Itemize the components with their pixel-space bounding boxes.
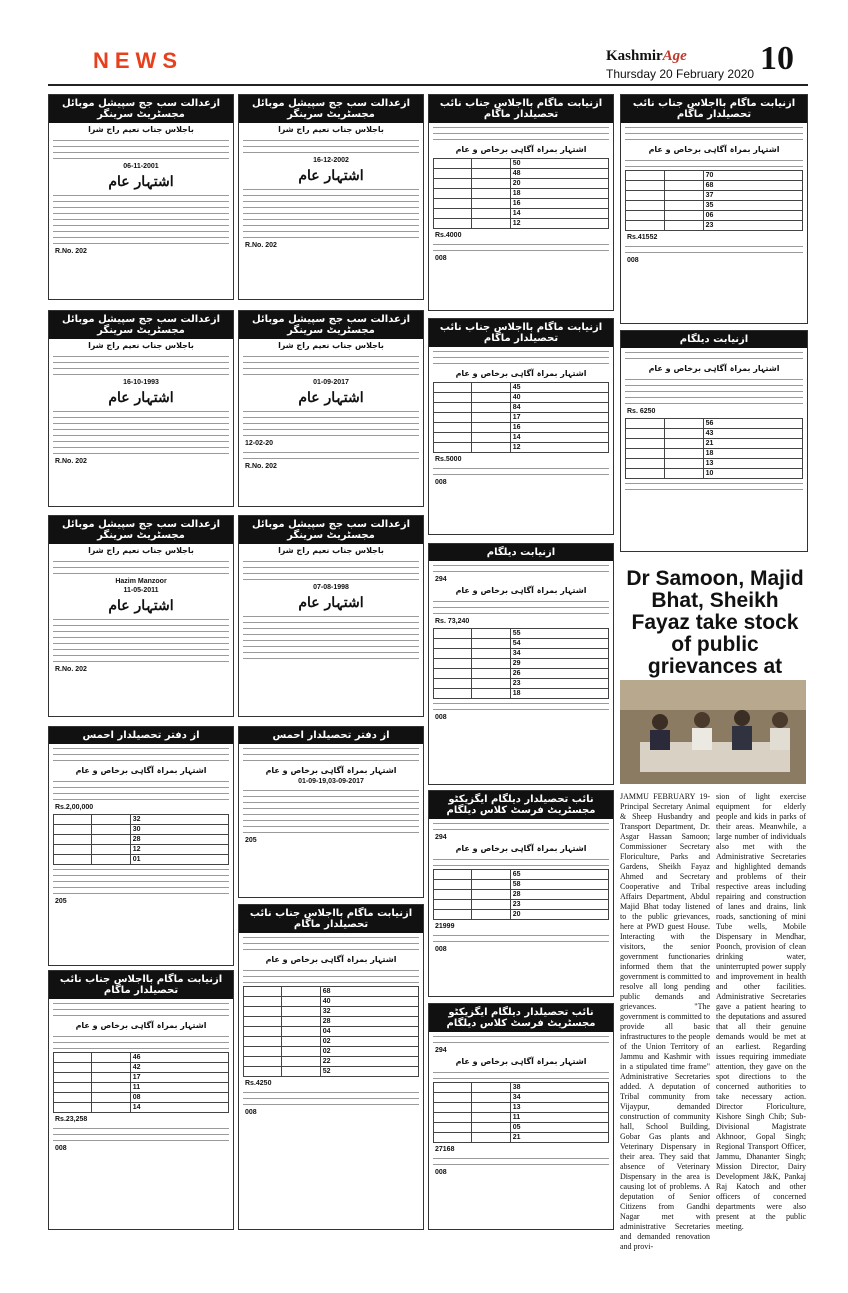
table-cell: 29 bbox=[510, 659, 608, 669]
notice-text bbox=[239, 935, 423, 951]
meeting-photo-illustration bbox=[620, 680, 806, 784]
table-cell: 45 bbox=[510, 383, 608, 393]
table-row bbox=[626, 171, 803, 181]
notice-amount: Rs.4000 bbox=[435, 232, 462, 239]
table-cell: 13 bbox=[510, 1103, 608, 1113]
notice-title: اشتہار عام bbox=[108, 174, 174, 190]
notice-heading: ازنیابت ماگام بااجلاس جناب نائب تحصیلدار ماگام bbox=[239, 905, 423, 933]
notice-text bbox=[239, 968, 423, 984]
table-row bbox=[244, 1017, 419, 1027]
table-cell: 18 bbox=[510, 189, 608, 199]
notice-heading: نائب تحصیلدار دیلگام ایگزیکٹو مجسٹریٹ فرسٹ کلاس دیلگام bbox=[429, 791, 613, 819]
legal-notice bbox=[428, 790, 614, 997]
notice-text bbox=[239, 1090, 423, 1106]
notice-ref: 008 bbox=[627, 257, 639, 264]
table-cell: 21 bbox=[510, 1133, 608, 1143]
land-table bbox=[625, 418, 803, 479]
notice-heading: ازنیابت ماگام بااجلاس جناب نائب تحصیلدار ماگام bbox=[429, 95, 613, 123]
legal-notice bbox=[238, 515, 424, 717]
notice-heading: ازعدالت سب جج سپیشل موبائل مجسٹریٹ سرینگر bbox=[49, 311, 233, 339]
table-cell: 18 bbox=[703, 449, 802, 459]
notice-amount: Rs. 73,240 bbox=[435, 618, 470, 625]
table-cell: 30 bbox=[130, 825, 228, 835]
notice-text bbox=[239, 409, 423, 437]
table-row bbox=[626, 191, 803, 201]
table-cell: 14 bbox=[510, 209, 608, 219]
notice-text bbox=[429, 1156, 613, 1166]
story-headline: Dr Samoon, Majid Bhat, Sheikh Fayaz take stock of public grievances at bbox=[626, 567, 804, 678]
table-cell: 04 bbox=[320, 1027, 418, 1037]
table-row bbox=[434, 423, 609, 433]
legal-notice bbox=[238, 310, 424, 507]
notice-text bbox=[429, 125, 613, 141]
notice-subheading: اشتہار بمراہ آگاہی برخاص و عام bbox=[455, 145, 587, 154]
table-row bbox=[54, 1093, 229, 1103]
notice-text bbox=[429, 349, 613, 365]
table-row bbox=[434, 189, 609, 199]
notice-ref: 205 bbox=[245, 837, 257, 844]
notice-person: Hazim Manzoor bbox=[115, 578, 167, 585]
table-row bbox=[626, 211, 803, 221]
table-cell: 54 bbox=[510, 639, 608, 649]
table-row bbox=[434, 393, 609, 403]
notice-subheading: باجلاس جناب نعیم راج شرا bbox=[278, 546, 384, 555]
legal-notice bbox=[238, 726, 424, 898]
table-row bbox=[434, 219, 609, 229]
table-row bbox=[626, 201, 803, 211]
notice-heading: ازنیابت دیلگام bbox=[621, 331, 807, 348]
notice-heading: ازعدالت سب جج سپیشل موبائل مجسٹریٹ سرینگر bbox=[239, 95, 423, 123]
notice-date: 16-12-2002 bbox=[313, 157, 349, 164]
notice-title: اشتہار عام bbox=[298, 390, 364, 406]
story-column-2: sion of light exercise equipment for elderly people and kids in parks of their areas. Meanwhile, a large number of individuals also met with the Administrative Secretaries and highlighted demands and problems of their respective areas including repairing and construction of lanes and drains, link roads, sanctioning of mini Tube wells, Mobile Dispensary in Mendhar, Poonch, provision of clean drinking water, uninterrupted power supply and improvement in health and other facilities. Administrative Secretaries gave a patient hearing to the deputations and assured that all their genuine demands would be met at an earliest. Regarding issues requiring immediate attention, they gave on the spot directions to the concerned authorities to take necessary action. Director Floriculture, Kishore Singh Chib; Sub-Divisional Magistrate Akhnoor, Gopal Singh; Regional Transport Officer, Jammu, Dhananter Singh; Mission Director, Dairy Development J&K, Pankaj Raj Katoch and other officers of concerned departments were also present at the public meeting. bbox=[716, 792, 806, 1231]
land-table bbox=[53, 1052, 229, 1113]
table-row bbox=[434, 669, 609, 679]
table-cell: 08 bbox=[130, 1093, 228, 1103]
brand-main: Kashmir bbox=[606, 48, 663, 64]
table-row bbox=[434, 443, 609, 453]
table-row bbox=[244, 1027, 419, 1037]
table-cell: 10 bbox=[703, 469, 802, 479]
table-cell: 23 bbox=[703, 221, 802, 231]
notice-title: اشتہار عام bbox=[108, 390, 174, 406]
notice-subheading: اشتہار بمراہ آگاہی برخاص و عام bbox=[455, 586, 587, 595]
land-table bbox=[625, 170, 803, 231]
notice-text bbox=[429, 701, 613, 711]
notice-ref: 008 bbox=[435, 479, 447, 486]
table-cell: 16 bbox=[510, 199, 608, 209]
notice-ref: R.No. 202 bbox=[55, 666, 87, 673]
notice-subheading: اشتہار بمراہ آگاہی برخاص و عام bbox=[455, 369, 587, 378]
notice-date: 01-09-2017 bbox=[313, 379, 349, 386]
notice-text bbox=[239, 138, 423, 154]
table-row bbox=[626, 439, 803, 449]
notice-text bbox=[239, 354, 423, 376]
table-cell: 01 bbox=[130, 855, 228, 865]
table-row bbox=[244, 1047, 419, 1057]
table-cell: 65 bbox=[510, 870, 608, 880]
notice-subheading: اشتہار بمراہ آگاہی برخاص و عام bbox=[455, 844, 587, 853]
table-cell: 37 bbox=[703, 191, 802, 201]
table-cell: 12 bbox=[510, 443, 608, 453]
notice-amount: Rs.2,00,000 bbox=[55, 804, 94, 811]
notice-case-ref: 294 bbox=[435, 1047, 447, 1054]
notice-case-ref: 294 bbox=[435, 834, 447, 841]
table-row bbox=[54, 1053, 229, 1063]
table-row bbox=[434, 209, 609, 219]
legal-notice bbox=[428, 1003, 614, 1230]
notice-subheading: اشتہار بمراہ آگاہی برخاص و عام bbox=[265, 955, 397, 964]
notice-amount: Rs.41552 bbox=[627, 234, 658, 241]
notice-amount: 27168 bbox=[435, 1146, 455, 1153]
legal-notice bbox=[428, 543, 614, 785]
table-row bbox=[54, 825, 229, 835]
table-row bbox=[434, 1093, 609, 1103]
land-table bbox=[433, 869, 609, 920]
table-row bbox=[434, 413, 609, 423]
table-row bbox=[626, 181, 803, 191]
table-cell: 06 bbox=[703, 211, 802, 221]
table-row bbox=[54, 845, 229, 855]
notice-heading: ازعدالت سب جج سپیشل موبائل مجسٹریٹ سرینگر bbox=[49, 95, 233, 123]
table-row bbox=[54, 1083, 229, 1093]
table-row bbox=[434, 649, 609, 659]
notice-text bbox=[49, 1001, 233, 1017]
notice-heading: از دفتر تحصیلدار احمس bbox=[239, 727, 423, 744]
notice-subheading: باجلاس جناب نعیم راج شرا bbox=[88, 125, 194, 134]
table-row bbox=[54, 835, 229, 845]
section-title: NEWS bbox=[93, 48, 183, 73]
table-cell: 16 bbox=[510, 423, 608, 433]
notice-date: 16-10-1993 bbox=[123, 379, 159, 386]
table-cell: 68 bbox=[320, 987, 418, 997]
notice-text bbox=[239, 187, 423, 239]
notice-subheading: اشتہار بمراہ آگاہی برخاص و عام bbox=[648, 364, 780, 373]
notice-title: اشتہار عام bbox=[298, 168, 364, 184]
notice-date: 06-11-2001 bbox=[123, 163, 159, 170]
notice-subheading: باجلاس جناب نعیم راج شرا bbox=[278, 125, 384, 134]
notice-amount: 21999 bbox=[435, 923, 455, 930]
table-row bbox=[244, 1037, 419, 1047]
notice-text bbox=[49, 409, 233, 455]
legal-notice bbox=[48, 726, 234, 966]
table-row bbox=[244, 1067, 419, 1077]
table-cell: 46 bbox=[130, 1053, 228, 1063]
notice-heading: نائب تحصیلدار دیلگام ایگزیکٹو مجسٹریٹ فرسٹ کلاس دیلگام bbox=[429, 1004, 613, 1032]
land-table bbox=[433, 628, 609, 699]
notice-text bbox=[239, 450, 423, 460]
notice-title: اشتہار عام bbox=[108, 598, 174, 614]
notice-amount: Rs.23,258 bbox=[55, 1116, 88, 1123]
table-cell: 12 bbox=[130, 845, 228, 855]
table-row bbox=[434, 159, 609, 169]
notice-amount: Rs.4250 bbox=[245, 1080, 272, 1087]
notice-ref: 008 bbox=[55, 1145, 67, 1152]
table-cell: 17 bbox=[510, 413, 608, 423]
notice-text bbox=[429, 933, 613, 943]
table-row bbox=[434, 639, 609, 649]
notice-text bbox=[49, 193, 233, 245]
notice-ref: R.No. 202 bbox=[55, 248, 87, 255]
notice-subheading: باجلاس جناب نعیم راج شرا bbox=[88, 546, 194, 555]
notice-text bbox=[49, 779, 233, 801]
table-row bbox=[434, 1113, 609, 1123]
notice-date-2: 12-02-20 bbox=[245, 440, 274, 447]
table-row bbox=[626, 429, 803, 439]
notice-text bbox=[239, 788, 423, 834]
notice-subheading: اشتہار بمراہ آگاہی برخاص و عام bbox=[265, 766, 397, 775]
table-cell: 17 bbox=[130, 1073, 228, 1083]
notice-text bbox=[49, 559, 233, 575]
notice-ref: R.No. 202 bbox=[245, 242, 277, 249]
table-cell: 32 bbox=[130, 815, 228, 825]
table-cell: 35 bbox=[703, 201, 802, 211]
table-cell: 48 bbox=[510, 169, 608, 179]
legal-notice bbox=[238, 904, 424, 1230]
table-cell: 68 bbox=[703, 181, 802, 191]
notice-heading: ازنیابت دیلگام bbox=[429, 544, 613, 561]
table-row bbox=[244, 997, 419, 1007]
table-row bbox=[244, 1007, 419, 1017]
table-row bbox=[434, 169, 609, 179]
table-cell: 70 bbox=[703, 171, 802, 181]
table-cell: 38 bbox=[510, 1083, 608, 1093]
table-row bbox=[54, 815, 229, 825]
table-cell: 23 bbox=[510, 679, 608, 689]
notice-text bbox=[429, 466, 613, 476]
table-cell: 52 bbox=[320, 1067, 418, 1077]
notice-subheading: باجلاس جناب نعیم راج شرا bbox=[278, 341, 384, 350]
table-cell: 56 bbox=[703, 419, 802, 429]
story-column-1: JAMMU FEBRUARY 19- Principal Secretary Animal & Sheep Husbandry and Transport Department, Dr. Asgar Hassan Samoon; Commissioner Secretary Floriculture, Parks and Gardens, Sheikh Fayaz Ahmed and Secretary Cooperative and Tribal Affairs Department, Abdul Majid Bhat today listened to the public grievances, here at PWD guest House. Interacting with the visitors, the senior government functionaries informed them that the government is committed to resolve all long pending public demands and grievances. "The government is committed to provide all basic infrastructures to the people of the Union Territory of Jammu and Kashmir with in a stipulated time frame" Administrative Secretaries added. A deputation of Tribal community from Vijaypur, demanded construction of community hall, School Building, Gobar Gas plants and Veterinary Dispensary in their area. They said that absence of Veterinary Dispensary in the area is causing lot of problems. A deputation of Senior Citizens from Gandhi Nagar met with administrative Secretaries and demanded renovation and provi- bbox=[620, 792, 710, 1251]
table-row bbox=[434, 383, 609, 393]
table-row bbox=[54, 855, 229, 865]
notice-ref: 008 bbox=[435, 255, 447, 262]
masthead-rule bbox=[48, 84, 808, 86]
table-cell: 28 bbox=[130, 835, 228, 845]
notice-date: 07-08-1998 bbox=[313, 584, 349, 591]
table-row bbox=[434, 179, 609, 189]
notice-heading: ازنیابت ماگام بااجلاس جناب نائب تحصیلدار ماگام bbox=[621, 95, 807, 123]
table-cell: 05 bbox=[510, 1123, 608, 1133]
notice-text bbox=[621, 244, 807, 254]
notice-text bbox=[429, 1070, 613, 1080]
notice-subheading: اشتہار بمراہ آگاہی برخاص و عام bbox=[455, 1057, 587, 1066]
notice-heading: ازعدالت سب جج سپیشل موبائل مجسٹریٹ سرینگر bbox=[239, 311, 423, 339]
table-row bbox=[434, 870, 609, 880]
notice-amount: Rs.5000 bbox=[435, 456, 462, 463]
table-cell: 14 bbox=[130, 1103, 228, 1113]
notice-date: 01-09-19,03-09-2017 bbox=[298, 778, 364, 785]
table-cell: 28 bbox=[510, 890, 608, 900]
story-photo bbox=[620, 680, 806, 784]
legal-notice bbox=[48, 970, 234, 1230]
table-row bbox=[434, 910, 609, 920]
table-cell: 20 bbox=[510, 179, 608, 189]
table-row bbox=[434, 689, 609, 699]
table-row bbox=[434, 199, 609, 209]
table-row bbox=[434, 900, 609, 910]
notice-ref: R.No. 202 bbox=[245, 463, 277, 470]
legal-notice bbox=[48, 310, 234, 507]
table-cell: 58 bbox=[510, 880, 608, 890]
notice-amount: Rs. 6250 bbox=[627, 408, 656, 415]
page-number: 10 bbox=[760, 40, 794, 77]
table-row bbox=[54, 1063, 229, 1073]
notice-text bbox=[621, 125, 807, 141]
table-row bbox=[626, 469, 803, 479]
notice-ref: 008 bbox=[435, 1169, 447, 1176]
notice-text bbox=[621, 481, 807, 491]
table-cell: 11 bbox=[510, 1113, 608, 1123]
notice-text bbox=[49, 1034, 233, 1050]
notice-ref: 205 bbox=[55, 898, 67, 905]
land-table bbox=[433, 158, 609, 229]
notice-text bbox=[621, 377, 807, 405]
legal-notice bbox=[620, 330, 808, 552]
table-cell: 26 bbox=[510, 669, 608, 679]
table-cell: 34 bbox=[510, 649, 608, 659]
table-row bbox=[626, 459, 803, 469]
table-cell: 28 bbox=[320, 1017, 418, 1027]
table-row bbox=[54, 1103, 229, 1113]
notice-text bbox=[239, 559, 423, 581]
table-row bbox=[626, 449, 803, 459]
notice-heading: ازنیابت ماگام بااجلاس جناب نائب تحصیلدار ماگام bbox=[49, 971, 233, 999]
table-row bbox=[434, 1123, 609, 1133]
notice-ref: 008 bbox=[435, 946, 447, 953]
notice-heading: ازعدالت سب جج سپیشل موبائل مجسٹریٹ سرینگر bbox=[239, 516, 423, 544]
notice-heading: ازعدالت سب جج سپیشل موبائل مجسٹریٹ سرینگر bbox=[49, 516, 233, 544]
table-cell: 84 bbox=[510, 403, 608, 413]
legal-notice bbox=[428, 94, 614, 311]
notice-text bbox=[429, 1034, 613, 1044]
notice-text bbox=[621, 158, 807, 168]
table-cell: 43 bbox=[703, 429, 802, 439]
table-row bbox=[244, 1057, 419, 1067]
notice-heading: از دفتر تحصیلدار احمس bbox=[49, 727, 233, 744]
table-cell: 14 bbox=[510, 433, 608, 443]
table-row bbox=[244, 987, 419, 997]
notice-subheading: باجلاس جناب نعیم راج شرا bbox=[88, 341, 194, 350]
notice-text bbox=[49, 867, 233, 895]
table-cell: 23 bbox=[510, 900, 608, 910]
table-cell: 12 bbox=[510, 219, 608, 229]
table-cell: 13 bbox=[703, 459, 802, 469]
brand-accent: Age bbox=[662, 48, 687, 64]
table-cell: 11 bbox=[130, 1083, 228, 1093]
table-row bbox=[434, 659, 609, 669]
table-cell: 02 bbox=[320, 1037, 418, 1047]
legal-notice bbox=[428, 318, 614, 535]
land-table bbox=[433, 1082, 609, 1143]
table-cell: 42 bbox=[130, 1063, 228, 1073]
table-row bbox=[54, 1073, 229, 1083]
notice-text bbox=[429, 242, 613, 252]
notice-ref: R.No. 202 bbox=[55, 458, 87, 465]
table-cell: 40 bbox=[510, 393, 608, 403]
notice-text bbox=[49, 746, 233, 762]
table-row bbox=[434, 880, 609, 890]
notice-subheading: اشتہار بمراہ آگاہی برخاص و عام bbox=[75, 1021, 207, 1030]
table-cell: 40 bbox=[320, 997, 418, 1007]
table-row bbox=[434, 403, 609, 413]
table-row bbox=[626, 221, 803, 231]
table-row bbox=[434, 433, 609, 443]
dateline: Thursday 20 February 2020 bbox=[606, 67, 755, 81]
notice-ref: 008 bbox=[245, 1109, 257, 1116]
notice-text bbox=[429, 563, 613, 573]
notice-subheading: اشتہار بمراہ آگاہی برخاص و عام bbox=[648, 145, 780, 154]
table-row bbox=[434, 629, 609, 639]
notice-text bbox=[239, 614, 423, 660]
table-row bbox=[434, 1103, 609, 1113]
land-table bbox=[53, 814, 229, 865]
legal-notice bbox=[620, 94, 808, 324]
table-cell: 21 bbox=[703, 439, 802, 449]
notice-text bbox=[621, 350, 807, 360]
notice-date: 11-05-2011 bbox=[123, 587, 159, 594]
notice-text bbox=[429, 599, 613, 615]
notice-heading: ازنیابت ماگام بااجلاس جناب نائب تحصیلدار ماگام bbox=[429, 319, 613, 347]
notice-text bbox=[49, 1126, 233, 1142]
table-cell: 32 bbox=[320, 1007, 418, 1017]
table-cell: 20 bbox=[510, 910, 608, 920]
table-cell: 55 bbox=[510, 629, 608, 639]
notice-ref: 008 bbox=[435, 714, 447, 721]
table-row bbox=[434, 1133, 609, 1143]
notice-text bbox=[49, 138, 233, 160]
table-cell: 02 bbox=[320, 1047, 418, 1057]
notice-text bbox=[429, 857, 613, 867]
table-row bbox=[434, 679, 609, 689]
table-row bbox=[434, 890, 609, 900]
table-row bbox=[626, 419, 803, 429]
table-cell: 22 bbox=[320, 1057, 418, 1067]
notice-text bbox=[49, 617, 233, 663]
table-row bbox=[434, 1083, 609, 1093]
legal-notice bbox=[238, 94, 424, 300]
land-table bbox=[433, 382, 609, 453]
legal-notice bbox=[48, 515, 234, 717]
land-table bbox=[243, 986, 419, 1077]
notice-case-ref: 294 bbox=[435, 576, 447, 583]
table-cell: 34 bbox=[510, 1093, 608, 1103]
notice-text bbox=[239, 746, 423, 762]
legal-notice bbox=[48, 94, 234, 300]
notice-text bbox=[49, 354, 233, 376]
notice-subheading: اشتہار بمراہ آگاہی برخاص و عام bbox=[75, 766, 207, 775]
newspaper-logo bbox=[606, 48, 687, 65]
notice-text bbox=[429, 821, 613, 831]
table-cell: 18 bbox=[510, 689, 608, 699]
table-cell: 50 bbox=[510, 159, 608, 169]
notice-title: اشتہار عام bbox=[298, 595, 364, 611]
